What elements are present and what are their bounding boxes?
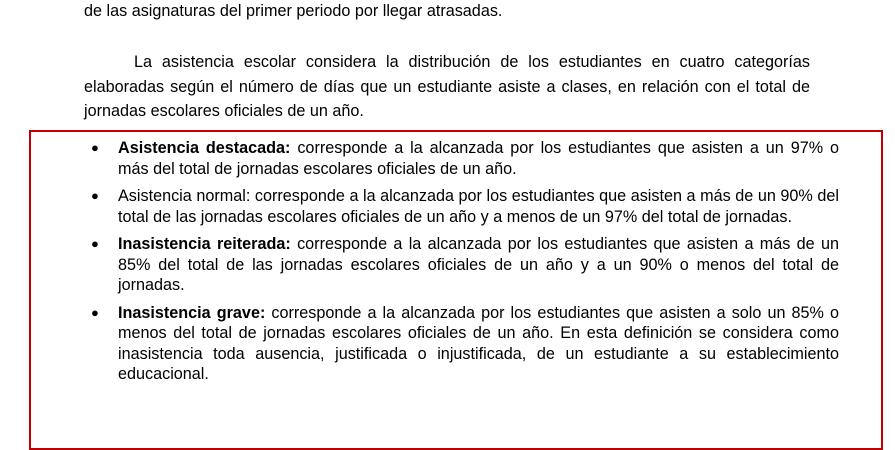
list-item-asistencia-destacada	[91, 138, 839, 179]
bullet-icon: ●	[91, 304, 99, 320]
categories-list	[91, 138, 840, 392]
bullet-icon: ●	[91, 140, 99, 155]
category-description: corresponde a la alcanzada por los estudiantes que asisten a más de un 85% del total de las jornadas escolares oficiales de un año y a un 90% o menos del total de jornadas.	[118, 235, 839, 294]
list-item-inasistencia-grave	[91, 303, 840, 385]
paragraph-attendance-intro: La asistencia escolar considera la distribución de los estudiantes en cuatro categorías elaboradas según el número de días que un estudiante asiste a clases, en relación con el total de jornadas escolares oficiales de un año.	[84, 53, 810, 120]
category-term: Inasistencia reiterada:	[118, 235, 291, 253]
paragraph-continuation: de las asignaturas del primer periodo por llegar atrasadas.	[84, 2, 503, 20]
list-item-inasistencia-reiterada	[91, 234, 839, 296]
list-item-asistencia-normal	[91, 186, 839, 227]
category-description: Asistencia normal: corresponde a la alcanzada por los estudiantes que asisten a más de un 90% del total de las jornadas escolares oficiales de un año y a menos de un 97% del total de jornadas.	[118, 187, 839, 226]
bullet-icon: ●	[91, 236, 99, 251]
category-term: Inasistencia grave:	[118, 303, 266, 322]
category-term: Asistencia destacada:	[118, 139, 291, 157]
category-description: corresponde a la alcanzada por los estudiantes que asisten a solo un 85% o menos del total de jornadas escolares oficiales de un año. En esta definición se considera como inasistencia toda ausencia, justificada o injustificada, de un estudiante a su establecimiento educacional.	[118, 303, 840, 383]
category-description: corresponde a la alcanzada por los estudiantes que asisten a un 97% o más del total de jornadas escolares oficiales de un año.	[118, 139, 839, 178]
bullet-icon: ●	[91, 188, 99, 203]
